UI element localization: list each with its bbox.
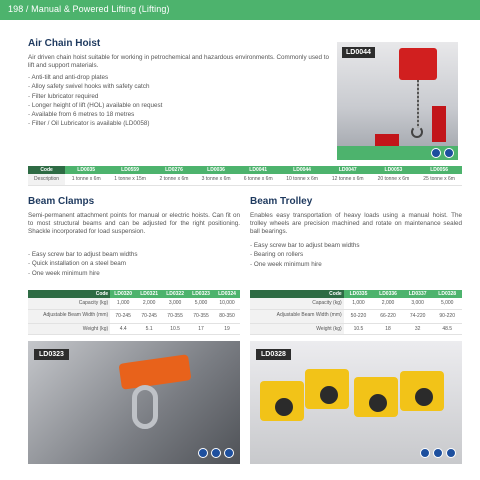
beam-clamp-graphic — [119, 354, 192, 389]
table-cell: 10,000 — [214, 298, 240, 309]
table-header-cell: Code — [28, 290, 110, 298]
hard-hat-icon — [211, 448, 221, 458]
beam-clamps-description: Semi-permanent attachment points for manual or electric hoists. Can fit on to most structural beams and can be adjusted for the right positioning. Shackle incorporated for load suspension. — [28, 212, 240, 236]
table-header-cell: LD0321 — [136, 290, 162, 298]
beam-trolley-description: Enables easy transportation of heavy loads using a manual hoist. The trolley wheels are precision machined and rotate on maintenance sealed ball bearings. — [250, 212, 462, 236]
table-cell: 19 — [214, 323, 240, 334]
safety-boot-icon — [420, 448, 430, 458]
list-item: - One week minimum hire — [250, 260, 360, 269]
table-cell: 18 — [373, 323, 403, 334]
trolley-graphic — [305, 369, 349, 409]
safety-boot-icon — [198, 448, 208, 458]
table-cell: 5,000 — [188, 298, 214, 309]
table-cell: 90-220 — [432, 309, 462, 323]
hook-icon — [411, 126, 423, 138]
table-header-cell: LD0328 — [432, 290, 462, 298]
glove-icon — [224, 448, 234, 458]
table-cell: 25 tonne x 6m — [416, 174, 462, 185]
table-header-row — [250, 290, 462, 298]
table-cell: 10.5 — [344, 323, 374, 334]
row-label: Capacity (kg) — [28, 298, 110, 309]
ppe-icons — [431, 148, 454, 158]
table-header-cell: LD0323 — [188, 290, 214, 298]
table-cell: 50-220 — [344, 309, 374, 323]
table-cell: 80-350 — [214, 309, 240, 323]
list-item: - Filter / Oil Lubricator is available (LD0058) — [28, 119, 162, 128]
table-header-cell: LD0053 — [371, 166, 417, 174]
page-header — [0, 0, 480, 20]
table-header-cell: LD0276 — [153, 166, 195, 174]
table-cell: 6 tonne x 6m — [237, 174, 279, 185]
hoist-chain-graphic — [417, 80, 419, 128]
trolley-graphic — [260, 381, 304, 421]
beam-trolley-photo — [250, 341, 462, 464]
safety-boot-icon — [431, 148, 441, 158]
beam-clamps-table — [28, 290, 240, 335]
list-item: - Alloy safety swivel hooks with safety catch — [28, 82, 162, 91]
product-code-tag: LD0044 — [342, 47, 375, 58]
table-row — [250, 323, 462, 334]
glove-icon — [444, 148, 454, 158]
hard-hat-icon — [433, 448, 443, 458]
beam-trolley-features — [250, 241, 360, 269]
shackle-graphic — [132, 385, 158, 429]
air-chain-hoist-features — [28, 73, 162, 129]
table-cell: 3,000 — [403, 298, 433, 309]
list-item: - Available from 6 metres to 18 metres — [28, 110, 162, 119]
table-cell: 12 tonne x 6m — [325, 174, 371, 185]
table-header-cell: LD0336 — [373, 290, 403, 298]
table-cell: 17 — [188, 323, 214, 334]
table-cell: 2,000 — [136, 298, 162, 309]
list-item: - Bearing on rollers — [250, 250, 360, 259]
table-cell: 70-245 — [136, 309, 162, 323]
row-label: Description — [28, 174, 65, 185]
page-header-text: 198 / Manual & Powered Lifting (Lifting) — [8, 4, 170, 14]
table-header-cell: LD0035 — [65, 166, 107, 174]
table-cell: 3,000 — [162, 298, 188, 309]
row-label: Weight (kg) — [28, 323, 110, 334]
table-cell: 70-355 — [188, 309, 214, 323]
table-header-cell: LD0036 — [195, 166, 237, 174]
ppe-icons — [420, 448, 456, 458]
table-cell: 1,000 — [344, 298, 374, 309]
beam-trolley-title: Beam Trolley — [250, 196, 313, 207]
table-cell: 3 tonne x 6m — [195, 174, 237, 185]
table-cell: 32 — [403, 323, 433, 334]
table-cell: 5.1 — [136, 323, 162, 334]
table-row — [28, 174, 462, 185]
table-header-cell: LD0322 — [162, 290, 188, 298]
table-cell: 1 tonne x 15m — [107, 174, 153, 185]
table-cell: 70-245 — [110, 309, 136, 323]
glove-icon — [446, 448, 456, 458]
product-code-tag: LD0328 — [256, 349, 291, 360]
table-header-cell: LD0559 — [107, 166, 153, 174]
table-cell: 48.5 — [432, 323, 462, 334]
list-item: - Filter lubricator required — [28, 92, 162, 101]
warning-sign-graphic — [432, 106, 446, 142]
table-cell: 4.4 — [110, 323, 136, 334]
row-label: Adjustable Beam Width (mm) — [250, 309, 344, 323]
table-cell: 20 tonne x 6m — [371, 174, 417, 185]
table-header-row — [28, 290, 240, 298]
row-label: Weight (kg) — [250, 323, 344, 334]
trolley-graphic — [354, 377, 398, 417]
table-cell: 10.5 — [162, 323, 188, 334]
table-cell: 1,000 — [110, 298, 136, 309]
table-header-cell: LD0320 — [110, 290, 136, 298]
list-item: - Anti-tilt and anti-drop plates — [28, 73, 162, 82]
table-header-cell: Code — [250, 290, 344, 298]
product-code-tag: LD0323 — [34, 349, 69, 360]
hoist-body-graphic — [399, 48, 437, 80]
beam-clamps-title: Beam Clamps — [28, 196, 95, 207]
table-row — [28, 298, 240, 309]
table-cell: 1 tonne x 6m — [65, 174, 107, 185]
table-cell: 2,000 — [373, 298, 403, 309]
air-chain-hoist-table — [28, 166, 462, 186]
list-item: - Easy screw bar to adjust beam widths — [250, 241, 360, 250]
table-header-cell: LD0041 — [237, 166, 279, 174]
list-item: - One week minimum hire — [28, 269, 138, 278]
table-row — [28, 323, 240, 334]
table-cell: 70-355 — [162, 309, 188, 323]
table-row — [250, 298, 462, 309]
table-cell: 2 tonne x 6m — [153, 174, 195, 185]
table-header-cell: LD0337 — [403, 290, 433, 298]
table-header-row — [28, 166, 462, 174]
row-label: Capacity (kg) — [250, 298, 344, 309]
table-header-cell: LD0335 — [344, 290, 374, 298]
table-row — [28, 309, 240, 323]
table-header-cell: LD0056 — [416, 166, 462, 174]
row-label: Adjustable Beam Width (mm) — [28, 309, 110, 323]
table-header-cell: Code — [28, 166, 65, 174]
table-header-cell: LD0324 — [214, 290, 240, 298]
list-item: - Easy screw bar to adjust beam widths — [28, 250, 138, 259]
beam-clamp-photo — [28, 341, 240, 464]
table-cell: 74-220 — [403, 309, 433, 323]
table-cell: 10 tonne x 6m — [279, 174, 325, 185]
table-cell: 5,000 — [432, 298, 462, 309]
air-chain-hoist-photo — [337, 42, 458, 160]
trolley-graphic — [400, 371, 444, 411]
table-cell: 66-220 — [373, 309, 403, 323]
air-chain-hoist-title: Air Chain Hoist — [28, 38, 101, 49]
table-header-cell: LD0044 — [279, 166, 325, 174]
table-row — [250, 309, 462, 323]
list-item: - Longer height of lift (HOL) available on request — [28, 101, 162, 110]
table-header-cell: LD0047 — [325, 166, 371, 174]
list-item: - Quick installation on a steel beam — [28, 259, 138, 268]
air-chain-hoist-description: Air driven chain hoist suitable for working in petrochemical and hazardous environments. Commonly used to lift and support materials. — [28, 54, 330, 70]
beam-clamps-features — [28, 250, 138, 278]
beam-trolley-table — [250, 290, 462, 335]
ppe-icons — [198, 448, 234, 458]
